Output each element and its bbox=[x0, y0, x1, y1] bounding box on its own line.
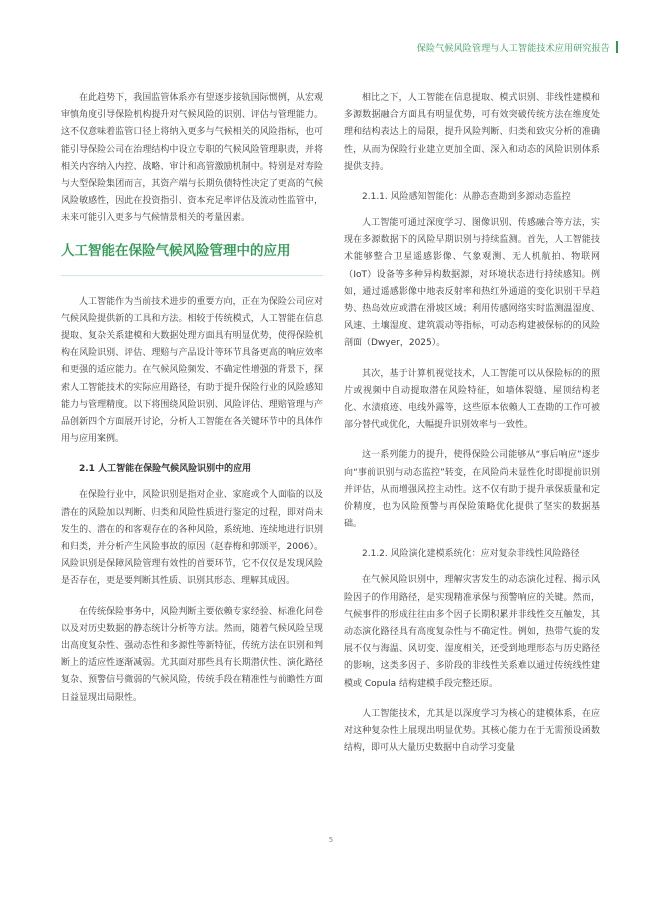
subsection-heading: 2.1 人工智能在保险气候风险识别中的应用 bbox=[79, 464, 252, 475]
paragraph: 人工智能可通过深度学习、图像识别、传感融合等方法，实现在多源数据下的风险早期识别与持续监测。首先，人工智能技术能够整合卫星遥感影像、气象观测、无人机航拍、物联网（IoT）设备等多种异构数据源，对环境状态进行持续感知。例如，通过遥感影像中地表反射率和热红外通道的变化识别干旱趋势、热岛效应或潜在滑坡区域；利用传感网络实时监测温湿度、风速、土壤湿度、建筑震动等指标，可动态构建被保标的的风险剖面（Dwyer，2025）。 bbox=[344, 218, 600, 349]
page-number: 5 bbox=[328, 836, 334, 844]
report-title: 保险气候风险管理与人工智能技术应用研究报告 bbox=[416, 43, 610, 54]
subsubsection-heading: 2.1.2. 风险演化建模系统化：应对复杂非线性风险路径 bbox=[362, 549, 580, 560]
paragraph: 在保险行业中，风险识别是指对企业、家庭或个人面临的以及潜在的风险加以判断、归类和风险性质进行鉴定的过程，即对尚未发生的、潜在的和客观存在的各种风险，系统地、连续地进行识别和归类，并分析产生风险事故的原因（赵春梅和郭颂平，2006）。风险识别是保障风险管理有效性的首要环节，它不仅仅是发现风险是否存在，更是要判断其性质、识别其形态、理解其成因。 bbox=[61, 490, 323, 587]
header-accent-bar bbox=[616, 41, 618, 53]
paragraph: 在传统保险事务中，风险判断主要依赖专家经验、标准化问卷以及对历史数据的静态统计分析等方法。然而，随着气候风险呈现出高度复杂性、强动态性和多源性等新特征，传统方法在识别和判断上的适应性逐渐减弱。尤其面对那些具有长期潜伏性、演化路径复杂、预警信号微弱的气候风险，传统手段在精准性与前瞻性方面日益显现出局限性。 bbox=[61, 606, 323, 703]
running-header bbox=[417, 40, 618, 54]
paragraph: 人工智能技术，尤其是以深度学习为核心的建模体系，在应对这种复杂性上展现出明显优势。其核心能力在于无需预设函数结构，即可从大量历史数据中自动学习变量 bbox=[344, 708, 600, 754]
section-divider bbox=[61, 275, 323, 276]
right-column bbox=[344, 90, 600, 771]
paragraph: 人工智能作为当前技术进步的重要方向，正在为保险公司应对气候风险提供新的工具和方法。相较于传统模式，人工智能在信息提取、复杂关系建模和大数据处理方面具有明显优势，使得保险机构在风险识别、评估、理赔与产品设计等环节具备更高的响应效率和更强的适应能力。在气候风险频发、不确定性增强的背景下，探索人工智能技术的实际应用路径，有助于提升保险行业的风险感知能力与管理精度。以下将围绕风险识别、风险评估、理赔管理与产品创新四个方面展开讨论，分析人工智能在各关键环节中的具体作用与应用案例。 bbox=[61, 296, 323, 445]
paragraph: 在此趋势下，我国监管体系亦有望逐步接轨国际惯例，从宏观审慎角度引导保险机构提升对气候风险的识别、评估与管理能力。这不仅意味着监管口径上将纳入更多与气候相关的风险指标，也可能引导保险公司在治理结构中设立专职的气候风险管理职责，并将相关内容纳入内控、战略、审计和高管激励机制中。特别是对寿险与大型保险集团而言，其资产端与长期负债特性决定了更高的气候风险敏感性，因此在投资指引、资本充足率评估及流动性监管中，未来可能引入更多与气候情景相关的考量因素。 bbox=[61, 93, 323, 224]
paragraph: 在气候风险识别中，理解灾害发生的动态演化过程、揭示风险因子的作用路径，是实现精准承保与预警响应的关键。然而，气候事件的形成往往由多个因子长期积累并非线性交互触发，其动态演化路径具有高度复杂性与不确定性。例如，热带气旋的发展不仅与海温、风切变、湿度相关，还受到地理形态与历史路径的影响，这类多因子、多阶段的非线性关系难以通过传统线性建模或 Copula 结构建模手段完整还原。 bbox=[344, 575, 600, 689]
left-column bbox=[61, 90, 323, 720]
subsubsection-heading: 2.1.1. 风险感知智能化：从静态查勘到多源动态监控 bbox=[362, 192, 571, 203]
paragraph: 这一系列能力的提升，使得保险公司能够从“事后响应”逐步向“事前识别与动态监控”转变，在风险尚未显性化时即提前识别并评估，从而增强风控主动性。这不仅有助于提升承保质量和定价精度，也为风险预警与再保险策略优化提供了坚实的数据基础。 bbox=[344, 450, 600, 530]
section-heading: 人工智能在保险气候风险管理中的应用 bbox=[61, 242, 291, 259]
paragraph: 其次，基于计算机视觉技术，人工智能可以从保险标的的照片或视频中自动提取潜在风险特征，如墙体裂缝、屋顶结构老化、水渍痕迹、电线外露等，这些原本依赖人工查勘的工作可被部分替代或优化，大幅提升识别效率与一致性。 bbox=[344, 368, 600, 431]
paragraph: 相比之下，人工智能在信息提取、模式识别、非线性建模和多源数据融合方面具有明显优势，可有效突破传统方法在维度处理和结构表达上的局限，提升风险判断、归类和致灾分析的准确性，从而为保险行业建立更加全面、深入和动态的风险识别体系提供支持。 bbox=[344, 93, 600, 172]
